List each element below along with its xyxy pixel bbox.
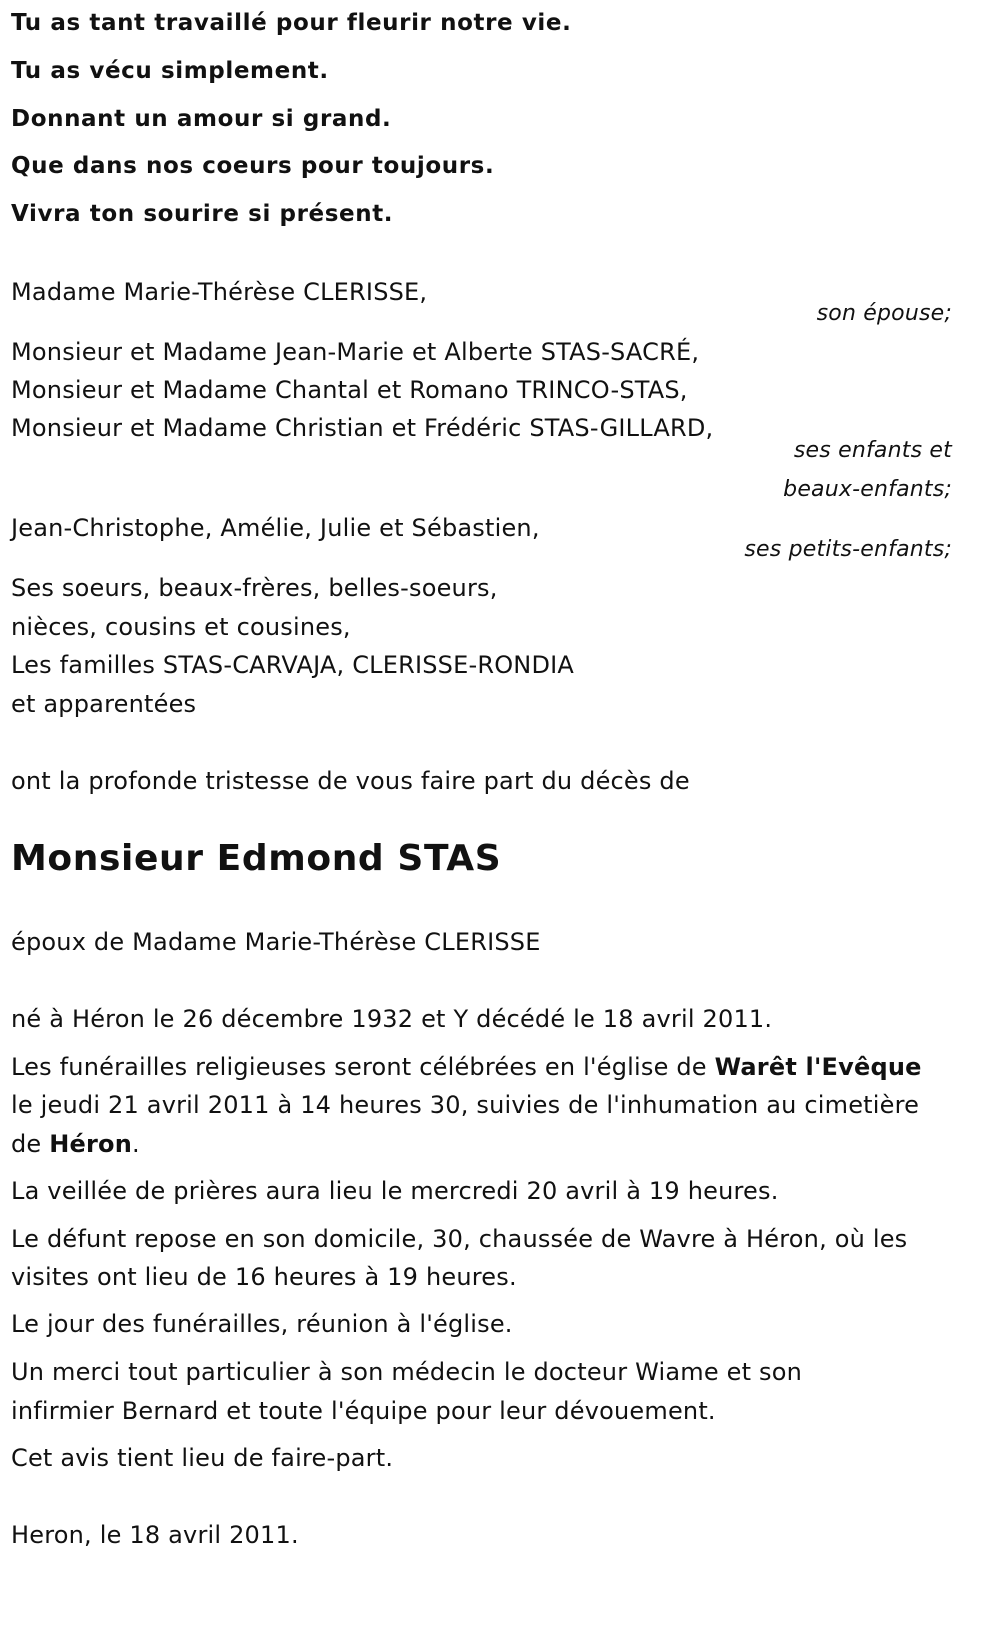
- child-entry: Monsieur et Madame Chantal et Romano TRINCO-STAS,: [11, 376, 688, 404]
- deceased-name: Monsieur Edmond STAS: [11, 838, 502, 879]
- relatives-line: nièces, cousins et cousines,: [11, 613, 351, 641]
- thanks-line: Un merci tout particulier à son médecin le docteur Wiame et son: [11, 1358, 803, 1386]
- relatives-line: Les familles STAS-CARVAJA, CLERISSE-RONDIA: [11, 651, 575, 679]
- grandchildren-names: Jean-Christophe, Amélie, Julie et Sébastien,: [11, 514, 540, 542]
- children-relation: beaux-enfants;: [783, 477, 952, 502]
- repose-line: Le défunt repose en son domicile, 30, chaussée de Wavre à Héron, où les: [11, 1225, 908, 1253]
- relatives-line: Ses soeurs, beaux-frères, belles-soeurs,: [11, 574, 498, 602]
- meeting: Le jour des funérailles, réunion à l'église.: [11, 1310, 513, 1338]
- children-relation: ses enfants et: [793, 438, 952, 463]
- funeral-line: le jeudi 21 avril 2011 à 14 heures 30, suivies de l'inhumation au cimetière: [11, 1091, 920, 1119]
- birth-death: né à Héron le 26 décembre 1932 et Y décédé le 18 avril 2011.: [11, 1005, 773, 1033]
- funeral-line: [11, 1128, 140, 1160]
- relatives-line: et apparentées: [11, 690, 197, 718]
- poem-line: Donnant un amour si grand.: [11, 106, 392, 132]
- spouse-relation: son épouse;: [816, 301, 952, 326]
- funeral-text: Les funérailles religieuses seront célébrées en l'église de: [11, 1053, 715, 1081]
- poem-line: Que dans nos coeurs pour toujours.: [11, 153, 495, 179]
- cemetery-name: Héron: [49, 1130, 133, 1158]
- funeral-text: .: [132, 1130, 140, 1158]
- child-entry: Monsieur et Madame Jean-Marie et Alberte STAS-SACRÉ,: [11, 338, 700, 366]
- vigil: La veillée de prières aura lieu le mercredi 20 avril à 19 heures.: [11, 1177, 779, 1205]
- repose-line: visites ont lieu de 16 heures à 19 heures.: [11, 1263, 517, 1291]
- announcement: ont la profonde tristesse de vous faire part du décès de: [11, 767, 690, 795]
- church-name: Warêt l'Evêque: [714, 1053, 922, 1081]
- funeral-line: [11, 1051, 922, 1083]
- poem-line: Tu as tant travaillé pour fleurir notre vie.: [11, 10, 572, 36]
- child-entry: Monsieur et Madame Christian et Frédéric STAS-GILLARD,: [11, 414, 714, 442]
- grandchildren-relation: ses petits-enfants;: [744, 537, 952, 562]
- notice: Cet avis tient lieu de faire-part.: [11, 1444, 394, 1472]
- funeral-text: de: [11, 1130, 50, 1158]
- thanks-line: infirmier Bernard et toute l'équipe pour leur dévouement.: [11, 1397, 716, 1425]
- poem-line: Tu as vécu simplement.: [11, 58, 329, 84]
- poem-line: Vivra ton sourire si présent.: [11, 201, 394, 227]
- spouse-name: Madame Marie-Thérèse CLERISSE,: [11, 278, 428, 306]
- place-date: Heron, le 18 avril 2011.: [11, 1521, 299, 1549]
- spouse-of: époux de Madame Marie-Thérèse CLERISSE: [11, 928, 541, 956]
